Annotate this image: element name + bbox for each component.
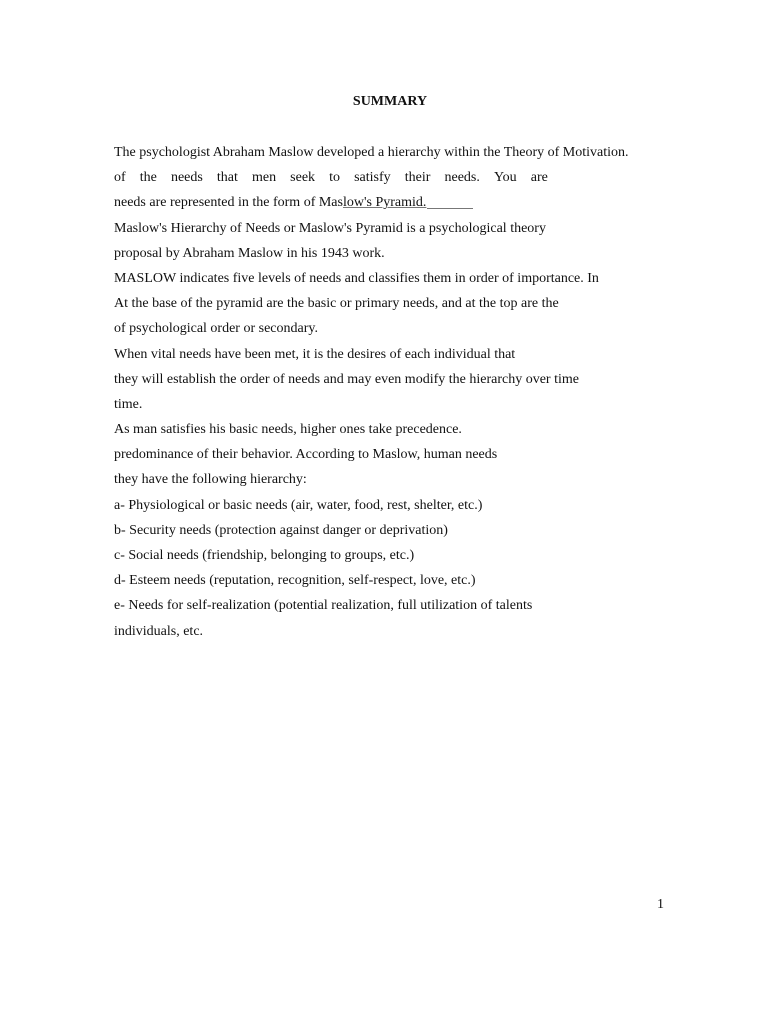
text-segment: needs are represented in the form of Mas [114, 195, 343, 211]
text-line: proposal by Abraham Maslow in his 1943 work. [114, 245, 385, 261]
text-line: When vital needs have been met, it is the desires of each individual that [114, 346, 516, 362]
word: needs [170, 170, 203, 186]
underlined-text: low's Pyramid. [342, 195, 427, 211]
word: men [251, 170, 277, 186]
word: satisfy [354, 170, 391, 186]
word: that [216, 170, 238, 186]
word: the [139, 170, 157, 186]
text-line: individuals, etc. [114, 623, 204, 639]
word: to [329, 170, 341, 186]
text-line: they will establish the order of needs and may even modify the hierarchy over time [114, 371, 579, 387]
list-item: b- Security needs (protection against danger or deprivation) [114, 522, 448, 538]
text-line: predominance of their behavior. According to Maslow, human needs [114, 447, 498, 463]
list-item: d- Esteem needs (reputation, recognition, self-respect, love, etc.) [114, 573, 476, 589]
list-item: e- Needs for self-realization (potential realization, full utilization of talents [114, 598, 533, 614]
text-line: At the base of the pyramid are the basic or primary needs, and at the top are the [114, 296, 559, 312]
document-title: SUMMARY [352, 94, 428, 109]
text-line: of psychological order or secondary. [114, 321, 318, 337]
word: needs. [444, 170, 480, 186]
word: are [530, 170, 548, 186]
list-item: a- Physiological or basic needs (air, water, food, rest, shelter, etc.) [114, 497, 483, 513]
word: their [404, 170, 431, 186]
text-line: Maslow's Hierarchy of Needs or Maslow's Pyramid is a psychological theory [114, 220, 546, 236]
text-line [114, 168, 548, 193]
text-line: MASLOW indicates five levels of needs and classifies them in order of importance. In [114, 270, 599, 286]
text-line: time. [114, 396, 143, 412]
text-line [114, 193, 674, 218]
document-body [114, 143, 674, 647]
underline-rule [427, 208, 473, 209]
page-number: 1 [657, 897, 664, 912]
word: You [493, 170, 517, 186]
text-line: they have the following hierarchy: [114, 472, 307, 488]
word: of [114, 170, 126, 186]
text-line: The psychologist Abraham Maslow developed a hierarchy within the Theory of Motivation. [114, 145, 629, 160]
list-item: c- Social needs (friendship, belonging to groups, etc.) [114, 548, 415, 563]
word: seek [290, 170, 316, 186]
text-line: As man satisfies his basic needs, higher ones take precedence. [114, 422, 462, 438]
